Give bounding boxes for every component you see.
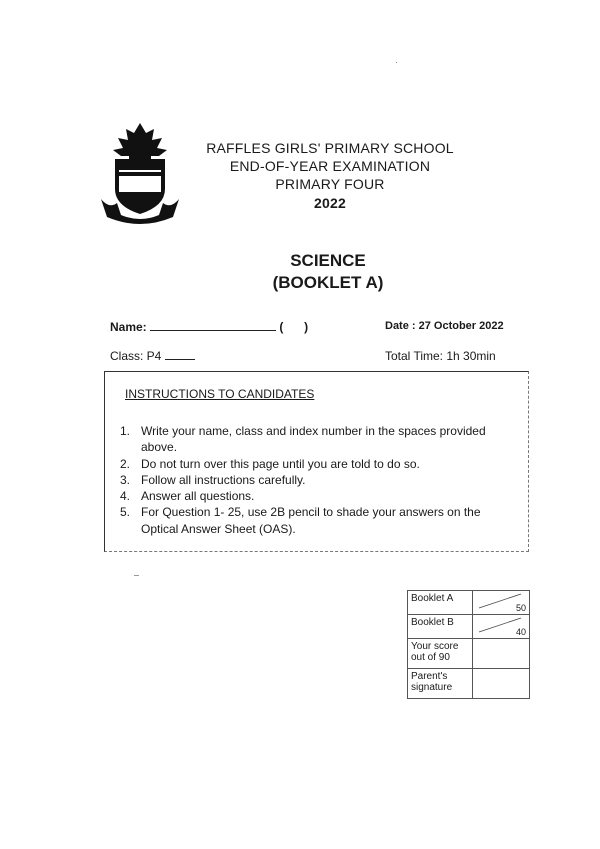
instruction-item: 4. Answer all questions. <box>120 489 255 504</box>
name-field[interactable] <box>110 320 308 334</box>
instructions-list <box>120 423 515 537</box>
score-row-booklet-b <box>408 615 530 639</box>
score-row-label: Booklet B <box>408 615 473 639</box>
name-label: Name: <box>110 320 147 334</box>
exam-title: END-OF-YEAR EXAMINATION <box>229 158 431 174</box>
score-table <box>407 590 530 699</box>
score-cell[interactable] <box>473 639 530 669</box>
name-blank[interactable] <box>150 330 276 331</box>
score-max: 40 <box>515 627 526 637</box>
score-row-label: Parent's signature <box>408 669 473 699</box>
class-blank[interactable] <box>165 359 195 360</box>
instruction-item: 1. Write your name, class and index number in the spaces provided above. <box>120 424 486 455</box>
score-row-booklet-a <box>408 591 530 615</box>
level-title: PRIMARY FOUR <box>275 176 385 192</box>
scan-speck <box>396 62 397 63</box>
instruction-item: 3. Follow all instructions carefully. <box>120 472 306 487</box>
class-label: Class: P4 <box>110 349 162 363</box>
score-cell[interactable] <box>473 591 530 615</box>
class-field[interactable] <box>110 349 195 363</box>
index-open-paren: ( <box>279 320 284 334</box>
scan-speck <box>134 575 139 576</box>
signature-cell[interactable] <box>473 669 530 699</box>
score-row-label: Booklet A <box>408 591 473 615</box>
instructions-title: INSTRUCTIONS TO CANDIDATES <box>125 387 315 401</box>
score-max: 50 <box>515 603 526 613</box>
instruction-item: 5. For Question 1- 25, use 2B pencil to shade your answers on the Optical Answer Sheet (OAS). <box>120 505 481 536</box>
booklet-title: (BOOKLET A) <box>272 273 384 292</box>
exam-date: Date : 27 October 2022 <box>385 320 504 332</box>
instruction-item: 2. Do not turn over this page until you are told to do so. <box>120 456 420 471</box>
school-crest-logo <box>99 121 181 226</box>
score-row-total <box>408 639 530 669</box>
index-close-paren: ) <box>304 320 309 334</box>
school-name: RAFFLES GIRLS' PRIMARY SCHOOL <box>206 140 454 156</box>
exam-year: 2022 <box>314 195 346 211</box>
subject-title: SCIENCE <box>290 251 366 270</box>
score-row-signature <box>408 669 530 699</box>
score-row-label: Your score out of 90 <box>408 639 473 669</box>
score-cell[interactable] <box>473 615 530 639</box>
total-time: Total Time: 1h 30min <box>385 349 496 363</box>
